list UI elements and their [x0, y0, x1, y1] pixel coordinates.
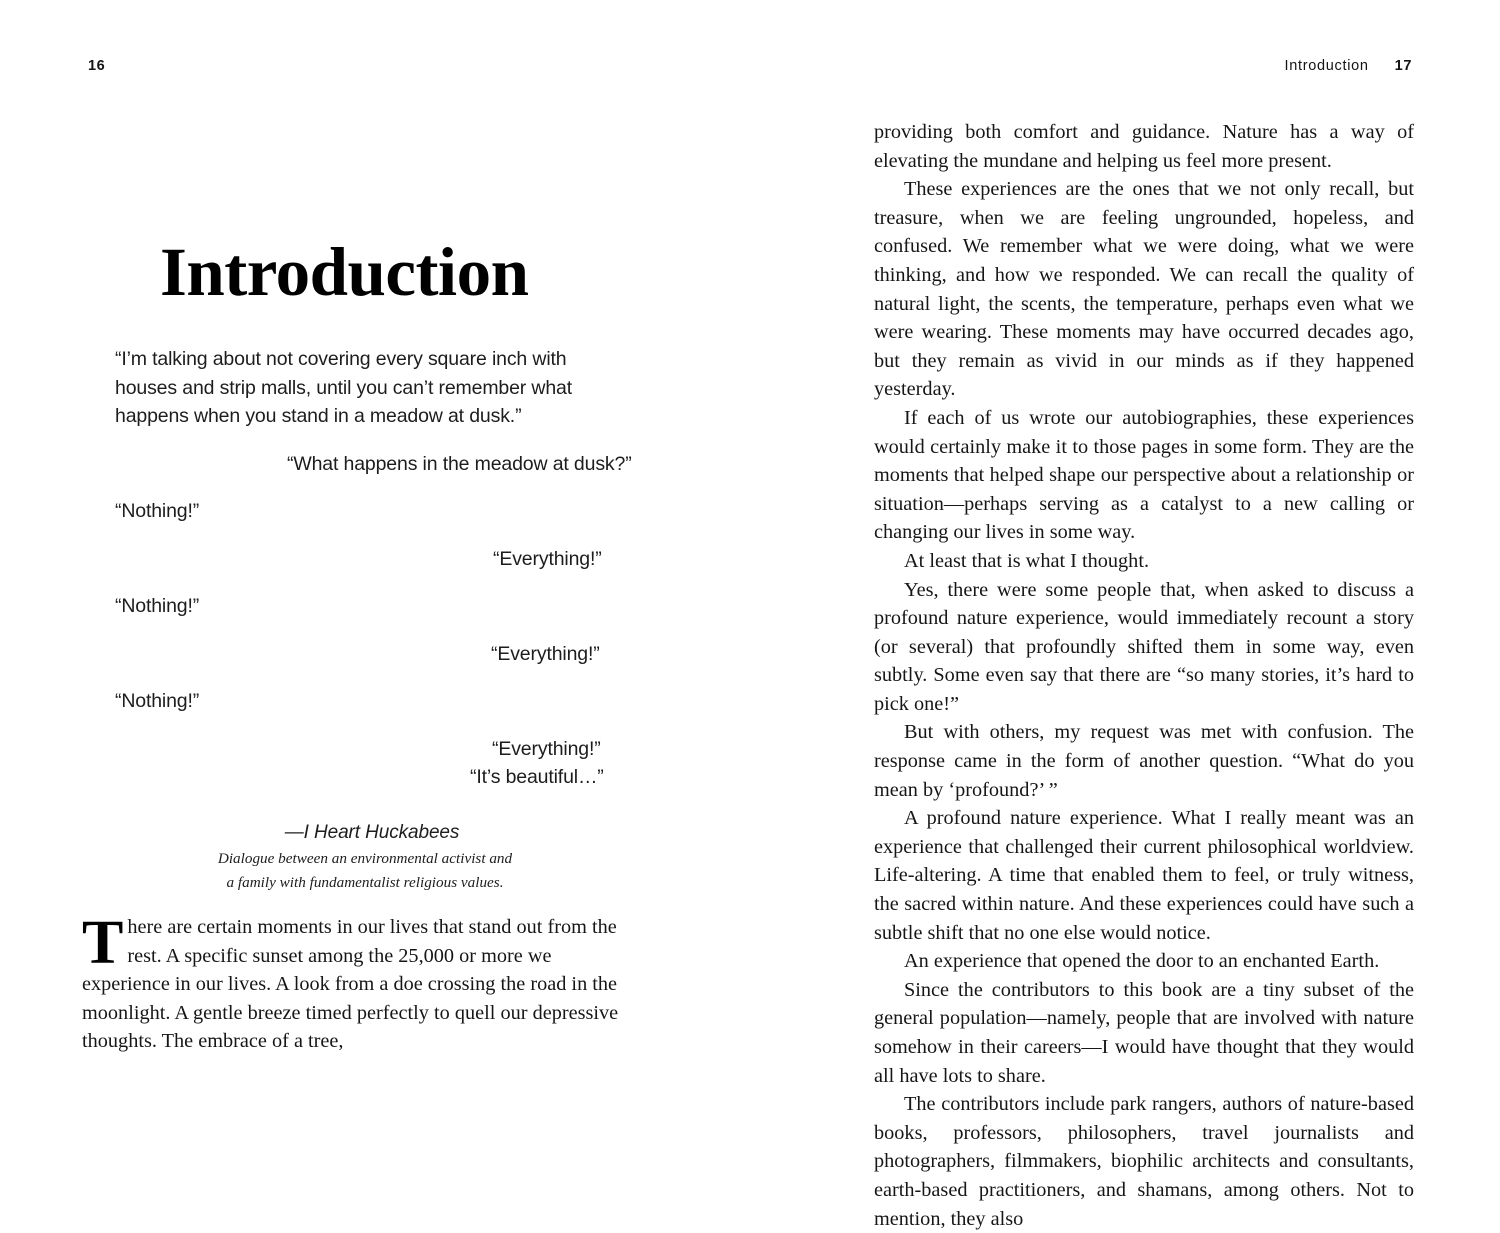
dialogue-line-3: “Everything!”	[493, 547, 602, 570]
epigraph-attribution	[115, 820, 615, 893]
spacer	[115, 573, 635, 592]
spacer	[115, 431, 635, 450]
body-paragraph: If each of us wrote our autobiographies, these experiences would certainly make it to those pages in some form. They are the moments that helped shape our perspective about a relationship or situation—perhaps serving as a catalyst to a new calling or changing our lives in some way.	[874, 406, 1414, 544]
epigraph-block	[115, 345, 635, 792]
spacer	[115, 716, 635, 735]
body-paragraph-text: here are certain moments in our lives that stand out from the rest. A specific sunset among the 25,000 or more we experience in our lives. A look from a doe crossing the road in the moonlight. A gentle breeze timed perfectly to quell our depressive thoughts. The embrace of a tree,	[82, 916, 619, 1053]
epigraph-lead-quote: “I’m talking about not covering every square inch with houses and strip malls, until you can’t remember what happens when you stand in a meadow at dusk.”	[115, 348, 573, 427]
verso-page	[0, 0, 750, 1125]
dialogue-line-8: “It’s beautiful…”	[470, 766, 604, 788]
attribution-source: —I Heart Huckabees	[284, 822, 460, 843]
recto-body-text	[874, 118, 1414, 1233]
body-paragraph: But with others, my request was met with confusion. The response came in the form of another question. “What do you mean by ‘profound?’ ”	[874, 721, 1414, 801]
body-paragraph: providing both comfort and guidance. Nature has a way of elevating the mundane and helping us feel more present.	[874, 121, 1414, 172]
dialogue-line-6: “Nothing!”	[115, 690, 200, 712]
page-number-recto: 17	[1394, 58, 1412, 74]
dialogue-line-1: “What happens in the meadow at dusk?”	[287, 452, 632, 475]
drop-cap: T	[82, 909, 124, 977]
body-paragraph: The contributors include park rangers, authors of nature-based books, professors, philosophers, travel journalists and photographers, filmmakers, biophilic architects and consultants, earth-based practitioners, and shamans, among others. Not to mention, they also	[874, 1093, 1414, 1230]
dialogue-line-5: “Everything!”	[491, 642, 600, 665]
body-paragraph	[82, 909, 627, 1056]
verso-body-text	[82, 909, 627, 1056]
spacer	[115, 478, 635, 497]
body-paragraph: Since the contributors to this book are a tiny subset of the general population—namely, people that are involved with nature somehow in their careers—I would have thought that they would all have lots to share.	[874, 978, 1414, 1087]
body-paragraph: These experiences are the ones that we not only recall, but treasure, when we are feeling ungrounded, hopeless, and confused. We remember what we were doing, what we were thinking, and how we responded. We can recall the quality of natural light, the scents, the temperature, perhaps even what we were wearing. These moments may have occurred decades ago, but they remain as vivid in our minds as if they happened yesterday.	[874, 178, 1414, 401]
dialogue-line-4: “Nothing!”	[115, 595, 200, 617]
body-paragraph: A profound nature experience. What I really meant was an experience that challenged their current philosophical worldview. Life-altering. A time that enabled them to feel, or truly witness, the sacred within nature. And these experiences could have such a subtle shift that no one else would notice.	[874, 807, 1414, 944]
page-number-verso: 16	[88, 58, 106, 74]
spacer	[115, 526, 635, 545]
body-paragraph: An experience that opened the door to an enchanted Earth.	[904, 950, 1380, 973]
spacer	[115, 668, 635, 687]
attribution-note-line-2: a family with fundamentalist religious values.	[226, 873, 504, 891]
spacer	[115, 621, 635, 640]
running-head-recto	[1284, 58, 1412, 74]
running-head-title: Introduction	[1284, 58, 1369, 74]
dialogue-line-2: “Nothing!”	[115, 500, 200, 522]
body-paragraph: Yes, there were some people that, when asked to discuss a profound nature experience, would immediately recount a story (or several) that profoundly shifted them in some way, even subtly. Some even say that there are “so many stories, it’s hard to pick one!”	[874, 578, 1414, 715]
page-title: Introduction	[160, 234, 529, 311]
body-paragraph: At least that is what I thought.	[904, 549, 1150, 572]
dialogue-line-7: “Everything!”	[492, 737, 601, 760]
attribution-note-line-1: Dialogue between an environmental activist and	[217, 850, 513, 867]
